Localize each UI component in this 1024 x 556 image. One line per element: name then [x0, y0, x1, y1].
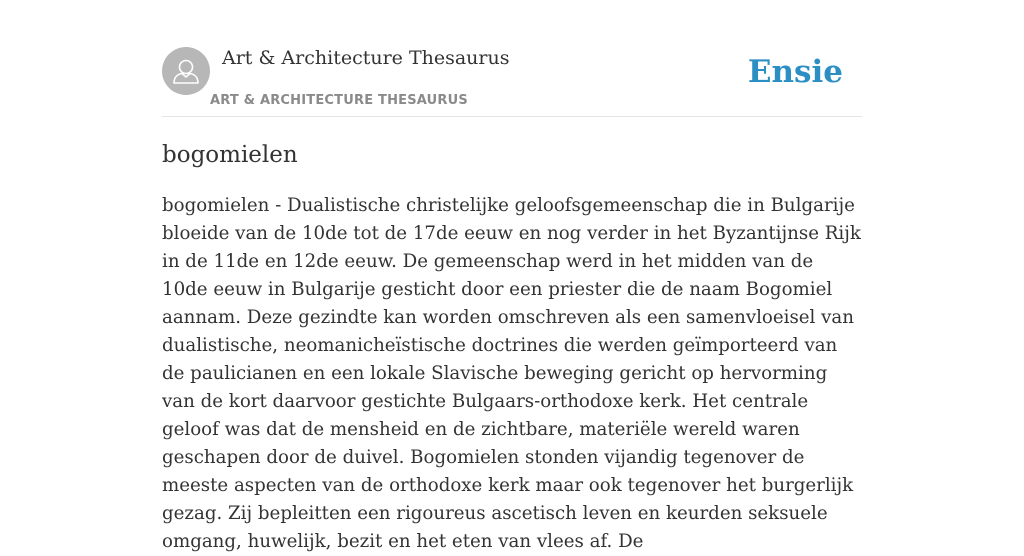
article-body: bogomielen - Dualistische christelijke geloofsgemeenschap die in Bulgarije bloeide van de 10de tot de 17de eeuw en nog verder in het Byzantijnse Rijk in de 11de en 12de eeuw. De gemeenschap werd in het midden van de 10de eeuw in Bulgarije gesticht door een priester die de naam Bogomiel aannam. Deze gezindte kan worden omschreven als een samenvloeisel van dualistische, neomanicheïstische doctrines die werden geïmporteerd van de paulicianen en een lokale Slavische beweging gericht op hervorming van de kort daarvoor gestichte Bulgaars-orthodoxe kerk. Het centrale geloof was dat de mensheid en de zichtbare, materiële wereld waren geschapen door de duivel. Bogomielen stonden vijandig tegenover de meeste aspecten van de orthodoxe kerk maar ook tegenover het burgerlijk gezag. Zij bepleitten een rigoureus ascetisch leven en keurden seksuele omgang, huwelijk, bezit en het eten van vlees af. De [162, 195, 861, 552]
header [162, 46, 862, 117]
author-name-link[interactable]: Art & Architecture Thesaurus [222, 47, 510, 69]
article-title: bogomielen [162, 142, 298, 168]
author-subtitle: ART & ARCHITECTURE THESAURUS [210, 93, 468, 108]
ensie-logo-link[interactable]: Ensie [747, 54, 843, 90]
author-avatar[interactable] [162, 47, 210, 95]
user-outline-icon [162, 47, 210, 95]
